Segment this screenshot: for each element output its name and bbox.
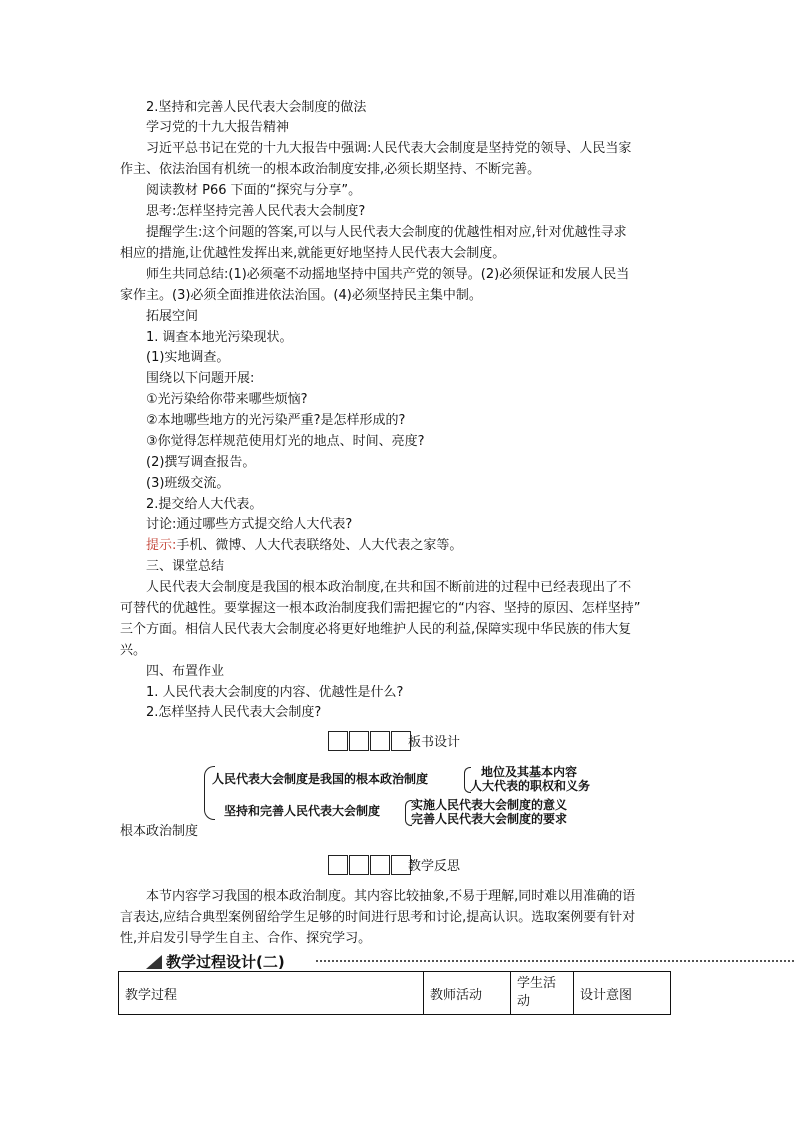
expand-item-1: 1. 调查本地光污染现状。 xyxy=(146,330,293,345)
board-node-2b: 完善人民代表大会制度的要求 xyxy=(411,812,568,826)
question-2: ②本地哪些地方的光污染严重?是怎样形成的? xyxy=(146,413,406,428)
summary-line2: 家作主。(3)必须全面推进依法治国。(4)必须坚持民主集中制。 xyxy=(120,288,482,303)
question-3: ③你觉得怎样规范使用灯光的地点、时间、亮度? xyxy=(146,434,425,449)
header-student: 学生活动 xyxy=(511,972,574,1015)
remind-line2: 相应的措施,让优越性发挥出来,就能更好地坚持人民代表大会制度。 xyxy=(120,246,506,261)
header-teacher: 教师活动 xyxy=(424,972,511,1015)
expand-item-2: 2.提交给人大代表。 xyxy=(146,497,263,512)
expand-item-1c: (3)班级交流。 xyxy=(146,476,230,491)
homework-1: 1. 人民代表大会制度的内容、优越性是什么? xyxy=(146,685,404,700)
heading-2: 2.坚持和完善人民代表大会制度的做法 xyxy=(146,100,367,115)
remind-line1: 提醒学生:这个问题的答案,可以与人民代表大会制度的优越性相对应,针对优越性寻求 xyxy=(146,225,627,240)
study-line: 学习党的十九大报告精神 xyxy=(146,120,290,135)
summary-line1: 师生共同总结:(1)必须毫不动摇地坚持中国共产党的领导。(2)必须保证和发展人民当 xyxy=(146,267,630,282)
header-process: 教学过程 xyxy=(119,972,424,1015)
para1-line1: 习近平总书记在党的十九大报告中强调:人民代表大会制度是坚持党的领导、人民当家 xyxy=(146,141,632,156)
think-line: 思考:怎样坚持完善人民代表大会制度? xyxy=(146,204,366,219)
board-title-boxes xyxy=(328,731,412,751)
triangle-icon xyxy=(146,955,162,969)
board-node-2: 坚持和完善人民代表大会制度 xyxy=(224,804,381,818)
board-title: 板书设计 xyxy=(408,735,461,750)
section-2-title: 教学过程设计(二) xyxy=(166,953,285,971)
board-node-1a: 地位及其基本内容 xyxy=(481,765,578,779)
board-node-1b: 人大代表的职权和义务 xyxy=(470,779,591,793)
reflection-line1: 本节内容学习我国的根本政治制度。其内容比较抽象,不易于理解,同时难以用准确的语 xyxy=(146,889,636,904)
expand-item-1a: (1)实地调查。 xyxy=(146,350,230,365)
hint-line xyxy=(146,536,462,556)
read-line: 阅读教材 P66 下面的“探究与分享”。 xyxy=(146,183,362,198)
homework-2: 2.怎样坚持人民代表大会制度? xyxy=(146,705,322,720)
table-row xyxy=(119,972,671,1015)
expand-heading: 拓展空间 xyxy=(146,309,199,324)
hint-text: 手机、微博、人大代表联络处、人大代表之家等。 xyxy=(176,538,463,553)
hint-label: 提示: xyxy=(146,538,177,553)
dotted-rule xyxy=(316,960,794,962)
process-table xyxy=(118,971,671,1015)
around-line: 围绕以下问题开展: xyxy=(146,371,255,386)
board-node-2a: 实施人民代表大会制度的意义 xyxy=(411,798,568,812)
section-3-heading: 三、课堂总结 xyxy=(146,559,225,574)
conclusion-line1: 人民代表大会制度是我国的根本政治制度,在共和国不断前进的过程中已经表现出了不 xyxy=(146,580,632,595)
board-root: 根本政治制度 xyxy=(120,824,199,839)
conclusion-line3: 三个方面。相信人民代表大会制度必将更好地维护人民的利益,保障实现中华民族的伟大复 xyxy=(120,622,632,637)
conclusion-line2: 可替代的优越性。要掌握这一根本政治制度我们需把握它的“内容、坚持的原因、怎样坚持” xyxy=(120,601,641,616)
reflection-title-boxes xyxy=(328,855,412,875)
reflection-title: 教学反思 xyxy=(408,859,461,874)
expand-item-1b: (2)撰写调查报告。 xyxy=(146,455,256,470)
conclusion-line4: 兴。 xyxy=(120,643,147,658)
section-2-header xyxy=(146,951,285,972)
question-1: ①光污染给你带来哪些烦恼? xyxy=(146,392,308,407)
reflection-line3: 性,并启发引导学生自主、合作、探究学习。 xyxy=(120,931,372,946)
reflection-line2: 言表达,应结合典型案例留给学生足够的时间进行思考和讨论,提高认识。选取案例要有针对 xyxy=(120,910,636,925)
header-intent: 设计意图 xyxy=(574,972,671,1015)
para1-line2: 作主、依法治国有机统一的根本政治制度安排,必须长期坚持、不断完善。 xyxy=(120,162,541,177)
discuss-line: 讨论:通过哪些方式提交给人大代表? xyxy=(146,517,353,532)
section-4-heading: 四、布置作业 xyxy=(146,664,225,679)
board-node-1: 人民代表大会制度是我国的根本政治制度 xyxy=(212,772,429,786)
